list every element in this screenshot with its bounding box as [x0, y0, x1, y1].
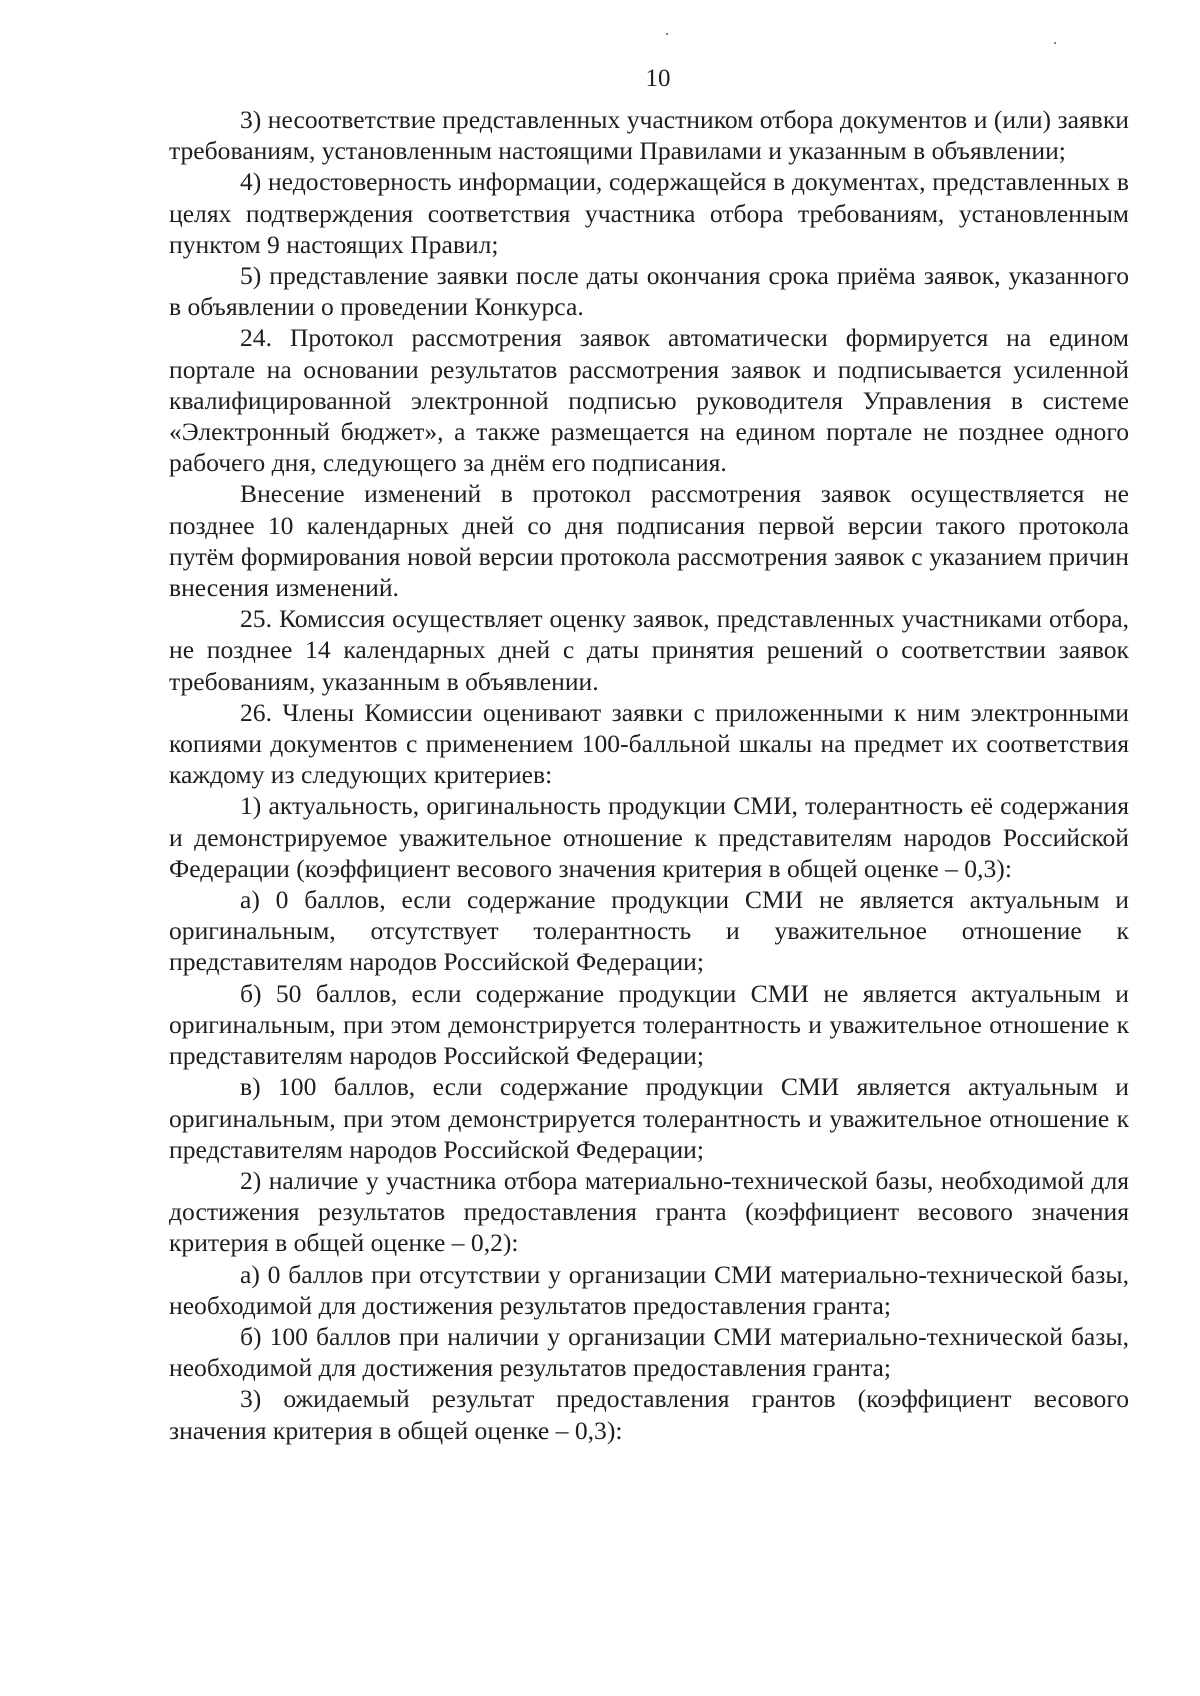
page-number: 10	[645, 65, 671, 92]
paragraph-criterion-1-b: б) 50 баллов, если содержание продукции СМИ не является актуальным и оригинальным, при этом демонстрируется толерантность и уважительное отношение к представителям народов Российской Федерации;	[169, 978, 1129, 1071]
paragraph-protocol-changes: Внесение изменений в протокол рассмотрения заявок осуществляется не позднее 10 календарных дней со дня подписания первой версии такого протокола путём формирования новой версии протокола рассмотрения заявок с указанием причин внесения изменений.	[169, 479, 1129, 603]
paragraph-criterion-1: 1) актуальность, оригинальность продукции СМИ, толерантность её содержания и демонстрируемое уважительное отношение к представителям народов Российской Федерации (коэффициент весового значения критерия в общей оценке – 0,3):	[169, 791, 1129, 883]
paragraph-criterion-1-c: в) 100 баллов, если содержание продукции СМИ является актуальным и оригинальным, при этом демонстрируется толерантность и уважительное отношение к представителям народов Российской Федерации;	[169, 1072, 1129, 1164]
scan-dot	[666, 33, 668, 35]
paragraph-clause-24: 24. Протокол рассмотрения заявок автоматически формируется на едином портале на основании результатов рассмотрения заявок и подписывается усиленной квалифицированной электронной подписью руководителя Управления в системе «Электронный бюджет», а также размещается на едином портале не позднее одного рабочего дня, следующего за днём его подписания.	[169, 323, 1129, 478]
document-body	[169, 104, 1129, 1446]
paragraph-criterion-1-a: а) 0 баллов, если содержание продукции СМИ не является актуальным и оригинальным, отсутствует толерантность и уважительное отношение к представителям народов Российской Федерации;	[169, 885, 1129, 977]
scan-dot	[1054, 42, 1056, 44]
paragraph-criterion-3: 3) ожидаемый результат предоставления грантов (коэффициент весового значения критерия в общей оценке – 0,3):	[169, 1384, 1129, 1445]
paragraph-criterion-2-b: б) 100 баллов при наличии у организации СМИ материально-технической базы, необходимой для достижения результатов предоставления гранта;	[169, 1321, 1129, 1383]
paragraph-item-5-late-submission: 5) представление заявки после даты окончания срока приёма заявок, указанного в объявлении о проведении Конкурса.	[169, 261, 1129, 322]
paragraph-criterion-2-a: а) 0 баллов при отсутствии у организации СМИ материально-технической базы, необходимой для достижения результатов предоставления гранта;	[169, 1259, 1129, 1320]
paragraph-item-3-mismatch: 3) несоответствие представленных участником отбора документов и (или) заявки требованиям, установленным настоящими Правилами и указанным в объявлении;	[169, 105, 1129, 166]
paragraph-clause-26: 26. Члены Комиссии оценивают заявки с приложенными к ним электронными копиями документов с применением 100-балльной шкалы на предмет их соответствия каждому из следующих критериев:	[169, 697, 1129, 790]
paragraph-criterion-2: 2) наличие у участника отбора материально-технической базы, необходимой для достижения результатов предоставления гранта (коэффициент весового значения критерия в общей оценке – 0,2):	[169, 1165, 1129, 1258]
paragraph-clause-25: 25. Комиссия осуществляет оценку заявок, представленных участниками отбора, не позднее 14 календарных дней с даты принятия решений о соответствии заявок требованиям, указанным в объявлении.	[169, 604, 1129, 696]
paragraph-item-4-unreliable-info: 4) недостоверность информации, содержащейся в документах, представленных в целях подтверждения соответствия участника отбора требованиям, установленным пунктом 9 настоящих Правил;	[169, 167, 1129, 259]
